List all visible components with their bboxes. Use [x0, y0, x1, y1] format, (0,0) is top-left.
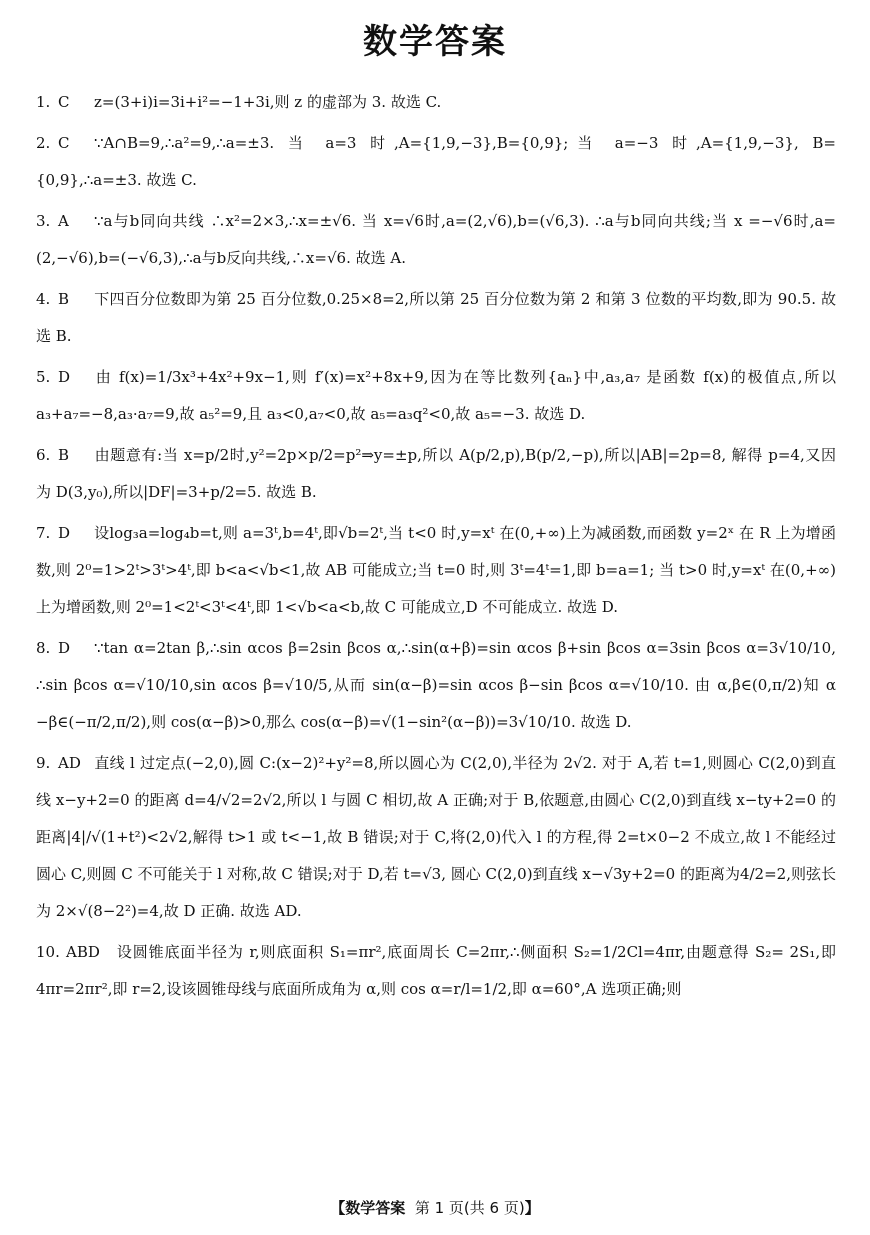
solution-text: 由题意有:当 x=p/2时,y²=2p×p/2=p²⇒y=±p,所以 A(p/2,p),B(p/2,−p),所以|AB|=2p=8, 解得 p=4,又因为 D(3,y₀),所以|DF|=3+p/2=5. 故选 B. — [36, 446, 836, 501]
answer-choice: B — [58, 290, 70, 308]
question-7 — [36, 515, 836, 626]
answer-choice: D — [58, 368, 71, 386]
question-10 — [36, 934, 836, 1008]
question-number: 1. — [36, 93, 51, 111]
question-number: 9. — [36, 754, 51, 772]
question-number: 7. — [36, 524, 51, 542]
solution-text: ∵a与b同向共线 ∴x²=2×3,∴x=±√6. 当 x=√6时,a=(2,√6),b=(√6,3). ∴a与b同向共线;当 x =−√6时,a=(2,−√6),b=(−√6,3),∴a与b反向共线,∴x=√6. 故选 A. — [36, 212, 836, 267]
solution-text: 设log₃a=log₄b=t,则 a=3ᵗ,b=4ᵗ,即√b=2ᵗ,当 t<0 时,y=xᵗ 在(0,+∞)上为减函数,而函数 y=2ˣ 在 R 上为增函数,则 2⁰=1>2ᵗ>3ᵗ>4ᵗ,即 b<a<√b<1,故 AB 可能成立;当 t=0 时,则 3ᵗ=4ᵗ=1,即 b=a=1; 当 t>0 时,y=xᵗ 在(0,+∞)上为增函数,则 2⁰=1<2ᵗ<3ᵗ<4ᵗ,即 1<√b<a<b,故 C 可能成立,D 不可能成立. 故选 D. — [36, 524, 836, 616]
answer-choice: ABD — [66, 943, 100, 961]
footer-label: 数学答案 — [345, 1199, 406, 1217]
answer-choice: B — [58, 446, 70, 464]
solution-text: 下四百分位数即为第 25 百分位数,0.25×8=2,所以第 25 百分位数为第 2 和第 3 位数的平均数,即为 90.5. 故选 B. — [36, 290, 836, 345]
footer-page-info: 第 1 页(共 6 页) — [414, 1199, 525, 1217]
question-3 — [36, 203, 836, 277]
solution-text: 由 f(x)=1/3x³+4x²+9x−1,则 f′(x)=x²+8x+9,因为在等比数列{aₙ}中,a₃,a₇ 是函数 f(x)的极值点,所以 a₃+a₇=−8,a₃·a₇=9,故 a₅²=9,且 a₃<0,a₇<0,故 a₅=a₃q²<0,故 a₅=−3. 故选 D. — [36, 368, 836, 423]
question-number: 6. — [36, 446, 51, 464]
question-8 — [36, 630, 836, 741]
footer-left-bracket: 【 — [330, 1199, 346, 1217]
page-footer — [0, 1197, 870, 1218]
solution-text: ∵tan α=2tan β,∴sin αcos β=2sin βcos α,∴sin(α+β)=sin αcos β+sin βcos α=3sin βcos α=3√10/10, ∴sin βcos α=√10/10,sin αcos β=√10/5,从而 sin(α−β)=sin αcos β−sin βcos α=√10/10. 由 α,β∈(0,π/2)知 α −β∈(−π/2,π/2),则 cos(α−β)>0,那么 cos(α−β)=√(1−sin²(α−β))=3√10/10. 故选 D. — [36, 639, 836, 731]
question-number: 8. — [36, 639, 51, 657]
answer-choice: C — [58, 93, 70, 111]
solution-text: ∵A∩B=9,∴a²=9,∴a=±3. 当 a=3 时,A={1,9,−3},B={0,9};当 a=−3 时,A={1,9,−3}, B={0,9},∴a=±3. 故选 C. — [36, 134, 836, 189]
answer-choice: C — [58, 134, 70, 152]
question-2 — [36, 125, 836, 199]
question-1 — [36, 84, 836, 121]
question-4 — [36, 281, 836, 355]
question-6 — [36, 437, 836, 511]
question-5 — [36, 359, 836, 433]
page-title: 数学答案 — [363, 22, 507, 62]
question-number: 5. — [36, 368, 51, 386]
question-9 — [36, 745, 836, 930]
question-number: 2. — [36, 134, 51, 152]
answer-choice: D — [58, 524, 71, 542]
question-number: 3. — [36, 212, 51, 230]
answer-choice: A — [58, 212, 69, 230]
question-number: 4. — [36, 290, 51, 308]
footer-right-bracket: 】 — [524, 1199, 540, 1217]
solution-text: 直线 l 过定点(−2,0),圆 C:(x−2)²+y²=8,所以圆心为 C(2,0),半径为 2√2. 对于 A,若 t=1,则圆心 C(2,0)到直线 x−y+2=0 的距离 d=4/√2=2√2,所以 l 与圆 C 相切,故 A 正确;对于 B,依题意,由圆心 C(2,0)到直线 x−ty+2=0 的距离|4|/√(1+t²)<2√2,解得 t>1 或 t<−1,故 B 错误;对于 C,将(2,0)代入 l 的方程,得 2=t×0−2 不成立,故 l 不能经过圆心 C,则圆 C 不可能关于 l 对称,故 C 错误;对于 D,若 t=√3, 圆心 C(2,0)到直线 x−√3y+2=0 的距离为4/2=2,则弦长为 2×√(8−2²)=4,故 D 正确. 故选 AD. — [36, 754, 836, 920]
solution-text: 设圆锥底面半径为 r,则底面积 S₁=πr²,底面周长 C=2πr,∴侧面积 S₂=1/2Cl=4πr,由题意得 S₂= 2S₁,即 4πr=2πr²,即 r=2,设该圆锥母线与底面所成角为 α,则 cos α=r/l=1/2,即 α=60°,A 选项正确;则 — [36, 943, 836, 998]
answer-list — [36, 84, 836, 1012]
question-number: 10. — [36, 943, 60, 961]
answer-choice: D — [58, 639, 71, 657]
solution-text: z=(3+i)i=3i+i²=−1+3i,则 z 的虚部为 3. 故选 C. — [94, 93, 442, 111]
answer-choice: AD — [58, 754, 81, 772]
